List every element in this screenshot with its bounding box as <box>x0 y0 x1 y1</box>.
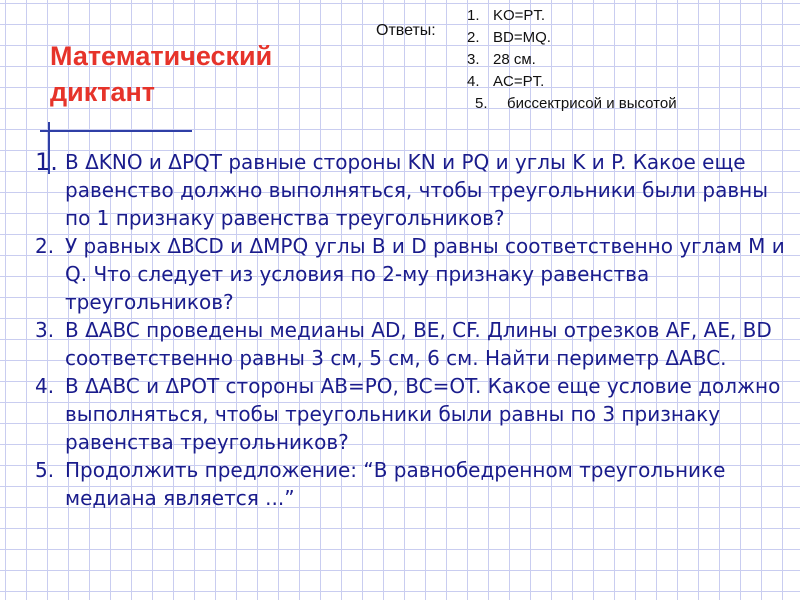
answer-item <box>455 5 775 27</box>
question-list <box>35 148 790 512</box>
question-item <box>35 372 790 456</box>
question-number: 5. <box>35 458 55 482</box>
question-text: В ΔKNO и ΔPQT равные стороны KN и PQ и углы K и P. Какое еще равенство должно выполняться, чтобы треугольники были равны по 1 признаку равенства треугольников? <box>65 150 769 230</box>
question-item <box>35 456 790 512</box>
question-item <box>35 232 790 316</box>
question-item <box>35 316 790 372</box>
question-text: У равных ΔBCD и ΔMPQ углы B и D равны соответственно углам M и Q. Что следует из условия по 2-му признаку равенства треугольников? <box>65 234 785 314</box>
question-text: В ΔABC проведены медианы AD, BE, CF. Длины отрезков AF, AE, BD соответственно равны 3 см, 5 см, 6 см. Найти периметр ΔABC. <box>65 318 772 370</box>
question-item <box>35 148 790 232</box>
question-text: В ΔABC и ΔPOT стороны AB=PO, BC=OT. Какое еще условие должно выполняться, чтобы треугольники были равны по 3 признаку равенства треугольников? <box>65 374 781 454</box>
answer-text: BD=MQ. <box>493 29 551 46</box>
answer-number: 4. <box>467 73 480 90</box>
answer-number: 3. <box>467 51 480 68</box>
answer-text: биссектрисой и высотой <box>507 95 677 112</box>
decorative-horizontal-rule <box>40 130 192 132</box>
answer-number: 1. <box>467 7 480 24</box>
answer-item <box>455 27 775 49</box>
answer-text: AC=PT. <box>493 73 545 90</box>
answer-item <box>455 71 775 93</box>
answer-text: 28 см. <box>493 51 536 68</box>
question-number: 3. <box>35 318 55 342</box>
answer-text: KO=PT. <box>493 7 546 24</box>
answers-label: Ответы: <box>376 22 436 39</box>
question-number: 4. <box>35 374 55 398</box>
answer-item <box>455 93 775 115</box>
answers-list <box>455 5 775 115</box>
question-number: 2. <box>35 234 55 258</box>
question-number: 1. <box>35 148 58 176</box>
page-title: Математический диктант <box>50 41 273 107</box>
answer-item <box>455 49 775 71</box>
question-text: Продолжить предложение: “В равнобедренном треугольнике медиана является ...” <box>65 458 726 510</box>
answer-number: 5. <box>475 95 488 112</box>
answer-number: 2. <box>467 29 480 46</box>
